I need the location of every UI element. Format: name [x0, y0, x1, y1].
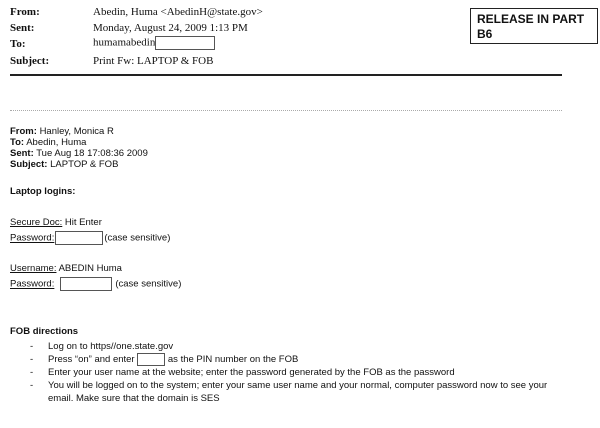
redaction-box: [60, 277, 112, 291]
fwd-sent-label: Sent:: [10, 148, 34, 159]
list-item: [30, 379, 575, 405]
username-label: Username:: [10, 263, 57, 274]
fwd-to-label: To:: [10, 137, 25, 148]
from-label: From:: [10, 6, 40, 18]
sent-label: Sent:: [10, 22, 35, 34]
laptop-heading: Laptop logins:: [10, 186, 76, 197]
list-item: [30, 353, 575, 366]
subject-value: Print Fw: LAPTOP & FOB: [93, 55, 214, 67]
fwd-sent-row: [10, 148, 148, 159]
case-note2: (case sensitive): [115, 278, 182, 290]
release-stamp-line1: RELEASE IN PART: [477, 12, 585, 26]
subject-label: Subject:: [10, 55, 50, 67]
fwd-sent-value: Tue Aug 18 17:08:36 2009: [36, 148, 148, 159]
redaction-box: [137, 353, 165, 366]
bullet-dash: -: [30, 354, 34, 365]
fwd-from-label: From:: [10, 126, 37, 137]
to-value-row: [93, 36, 215, 50]
fob-step-1: Log on to https//one.state.gov: [48, 341, 174, 352]
to-label: To:: [10, 38, 26, 50]
secure-doc-label: Secure Doc:: [10, 217, 63, 228]
fob-steps-list: [30, 340, 575, 405]
fob-step-4: You will be logged on to the system; enter your same user name and your normal, computer password now to see your email. Make sure that the domain is SES: [48, 380, 548, 405]
secure-doc-value: Hit Enter: [64, 217, 102, 228]
bullet-dash: -: [30, 367, 34, 379]
fwd-from-value: Hanley, Monica R: [39, 126, 114, 137]
fob-step-3: Enter your user name at the website; enter the password generated by the FOB as the password: [48, 367, 455, 379]
username-value: ABEDIN Huma: [58, 263, 122, 274]
secure-doc-row: [10, 217, 102, 228]
fwd-to-value: Abedin, Huma: [26, 137, 87, 148]
password2-row: [10, 277, 181, 291]
list-item: [30, 340, 575, 353]
fob-step-2-pre: Press “on” and enter: [48, 354, 135, 366]
redaction-box: [55, 231, 103, 245]
header-divider: [10, 74, 562, 76]
sent-value: Monday, August 24, 2009 1:13 PM: [93, 22, 248, 34]
fwd-subject-row: [10, 159, 118, 170]
fwd-from-row: [10, 126, 114, 137]
scan-artifact-line: [10, 110, 562, 111]
fwd-to-row: [10, 137, 86, 148]
release-stamp-line2: B6: [477, 27, 493, 41]
fwd-subject-value: LAPTOP & FOB: [50, 159, 119, 170]
bullet-dash: -: [30, 380, 34, 392]
fob-step-2-post: as the PIN number on the FOB: [167, 354, 299, 366]
redaction-box: [155, 36, 215, 50]
to-value: humamabedin: [93, 36, 156, 49]
username-row: [10, 263, 122, 274]
fwd-subject-label: Subject:: [10, 159, 48, 170]
release-stamp: [470, 8, 598, 44]
fob-heading: FOB directions: [10, 326, 79, 337]
bullet-dash: -: [30, 341, 34, 352]
password2-label: Password:: [10, 278, 55, 290]
password-row: [10, 231, 170, 245]
password-label: Password:: [10, 232, 55, 244]
case-note: (case sensitive): [104, 232, 171, 244]
from-value: Abedin, Huma <AbedinH@state.gov>: [93, 6, 263, 18]
list-item: [30, 366, 575, 379]
